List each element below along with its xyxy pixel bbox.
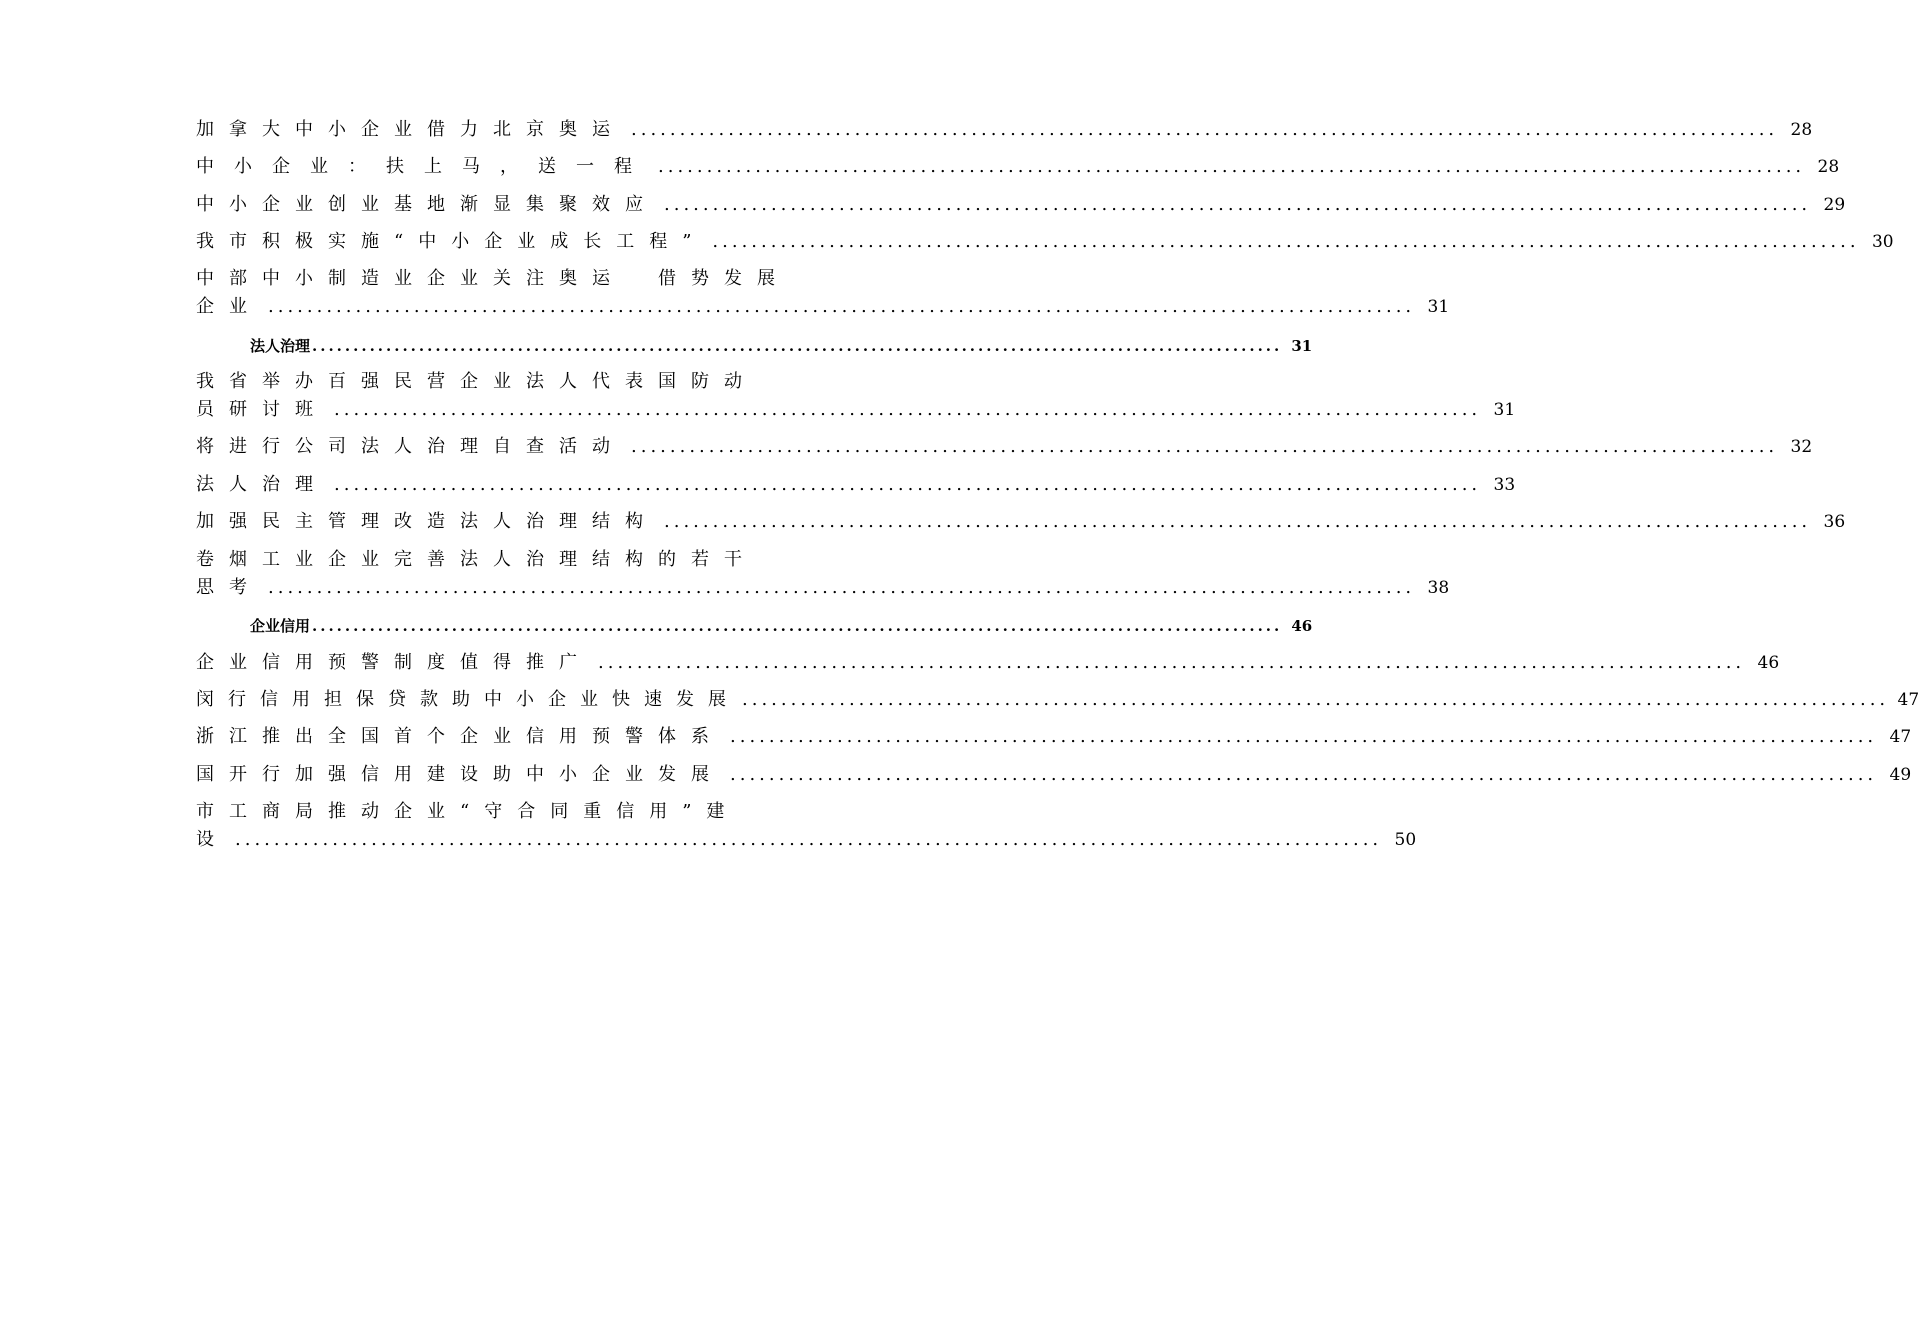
toc-entry[interactable] <box>196 433 1813 461</box>
toc-entry-title-line2: 思考 <box>196 577 262 598</box>
toc-entry-page: 32 <box>1790 437 1813 457</box>
toc-entry[interactable] <box>196 116 1813 144</box>
toc-entry-title-line1: 我省举办百强民营企业法人代表国防动 <box>196 371 757 392</box>
dot-leader: ...................................................................................................................... <box>235 829 1383 850</box>
toc-entry[interactable] <box>196 191 1846 219</box>
toc-entry[interactable] <box>196 471 1516 499</box>
dot-leader: ...................................................................................................................... <box>312 337 1283 355</box>
toc-entry[interactable] <box>196 723 1912 751</box>
toc-entry-title: 加强民主管理改造法人治理结构 <box>196 511 658 532</box>
dot-leader: ...................................................................................................................... <box>631 436 1779 457</box>
toc-entry-title-line1: 市工商局推动企业“守合同重信用”建 <box>196 801 740 822</box>
toc-entry-title: 闵行信用担保贷款助中小企业快速发展 <box>196 689 740 710</box>
toc-entry-page: 31 <box>1427 297 1450 317</box>
dot-leader: ...................................................................................................................... <box>742 689 1890 710</box>
toc-entry[interactable] <box>196 649 1780 677</box>
dot-leader: ...................................................................................................................... <box>631 119 1779 140</box>
dot-leader: ...................................................................................................................... <box>664 194 1812 215</box>
toc-entry-page: 38 <box>1427 578 1450 598</box>
dot-leader: ...................................................................................................................... <box>658 156 1806 177</box>
toc-entry-page: 29 <box>1823 195 1846 215</box>
toc-entry[interactable] <box>196 265 1450 321</box>
dot-leader: ...................................................................................................................... <box>730 726 1878 747</box>
toc-entry[interactable] <box>196 686 1919 714</box>
toc-section-title: 企业信用 <box>250 617 311 635</box>
toc-entry-title: 浙江推出全国首个企业信用预警体系 <box>196 726 724 747</box>
dot-leader: ...................................................................................................................... <box>598 652 1746 673</box>
dot-leader: ...................................................................................................................... <box>268 577 1416 598</box>
dot-leader: ...................................................................................................................... <box>712 231 1860 252</box>
toc-entry-title-line2: 员研讨班 <box>196 399 328 420</box>
dot-leader: ...................................................................................................................... <box>334 474 1482 495</box>
toc-entry-title: 中小企业：扶上马，送一程 <box>196 156 652 177</box>
toc-section-page: 31 <box>1291 337 1313 355</box>
dot-leader: ...................................................................................................................... <box>664 511 1812 532</box>
toc-entry-page: 33 <box>1493 475 1516 495</box>
dot-leader: ...................................................................................................................... <box>730 764 1878 785</box>
dot-leader: ...................................................................................................................... <box>268 296 1416 317</box>
toc-entry[interactable] <box>196 508 1846 536</box>
toc-entry[interactable] <box>196 368 1516 424</box>
toc-entry-page: 30 <box>1871 232 1894 252</box>
toc-entry-title: 国开行加强信用建设助中小企业发展 <box>196 764 724 785</box>
toc-entry-title: 企业信用预警制度值得推广 <box>196 652 592 673</box>
toc-entry-page: 49 <box>1889 765 1912 785</box>
toc-entry-title-line2: 设 <box>196 829 229 850</box>
toc-entry-title: 中小企业创业基地渐显集聚效应 <box>196 194 658 215</box>
toc-section-heading[interactable] <box>250 334 1313 358</box>
toc-entry[interactable] <box>196 228 1894 256</box>
toc-entry-page: 28 <box>1817 157 1840 177</box>
toc-entry-title: 将进行公司法人治理自查活动 <box>196 436 625 457</box>
toc-entry-title: 法人治理 <box>196 474 328 495</box>
toc-entry-title: 我市积极实施“中小企业成长工程” <box>196 231 707 252</box>
dot-leader: ...................................................................................................................... <box>334 399 1482 420</box>
toc-entry-page: 28 <box>1790 120 1813 140</box>
toc-entry-page: 47 <box>1889 727 1912 747</box>
toc-entry-page: 47 <box>1897 690 1919 710</box>
toc-entry-page: 50 <box>1394 830 1417 850</box>
toc-entry-title-line1: 卷烟工业企业完善法人治理结构的若干 <box>196 549 757 570</box>
toc-entry[interactable] <box>196 546 1450 602</box>
toc-entry[interactable] <box>196 798 1417 854</box>
toc-entry-title-line1: 中部中小制造业企业关注奥运 借势发展 <box>196 268 790 289</box>
toc-entry-page: 36 <box>1823 512 1846 532</box>
toc-entry-page: 31 <box>1493 400 1516 420</box>
toc-entry[interactable] <box>196 153 1840 181</box>
dot-leader: ...................................................................................................................... <box>312 617 1283 635</box>
toc-section-heading[interactable] <box>250 614 1313 638</box>
toc-section-title: 法人治理 <box>250 337 311 355</box>
toc-entry-title: 加拿大中小企业借力北京奥运 <box>196 119 625 140</box>
toc-section-page: 46 <box>1291 617 1313 635</box>
toc-entry-title-line2: 企业 <box>196 296 262 317</box>
toc-entry-page: 46 <box>1757 653 1780 673</box>
toc-entry[interactable] <box>196 761 1912 789</box>
